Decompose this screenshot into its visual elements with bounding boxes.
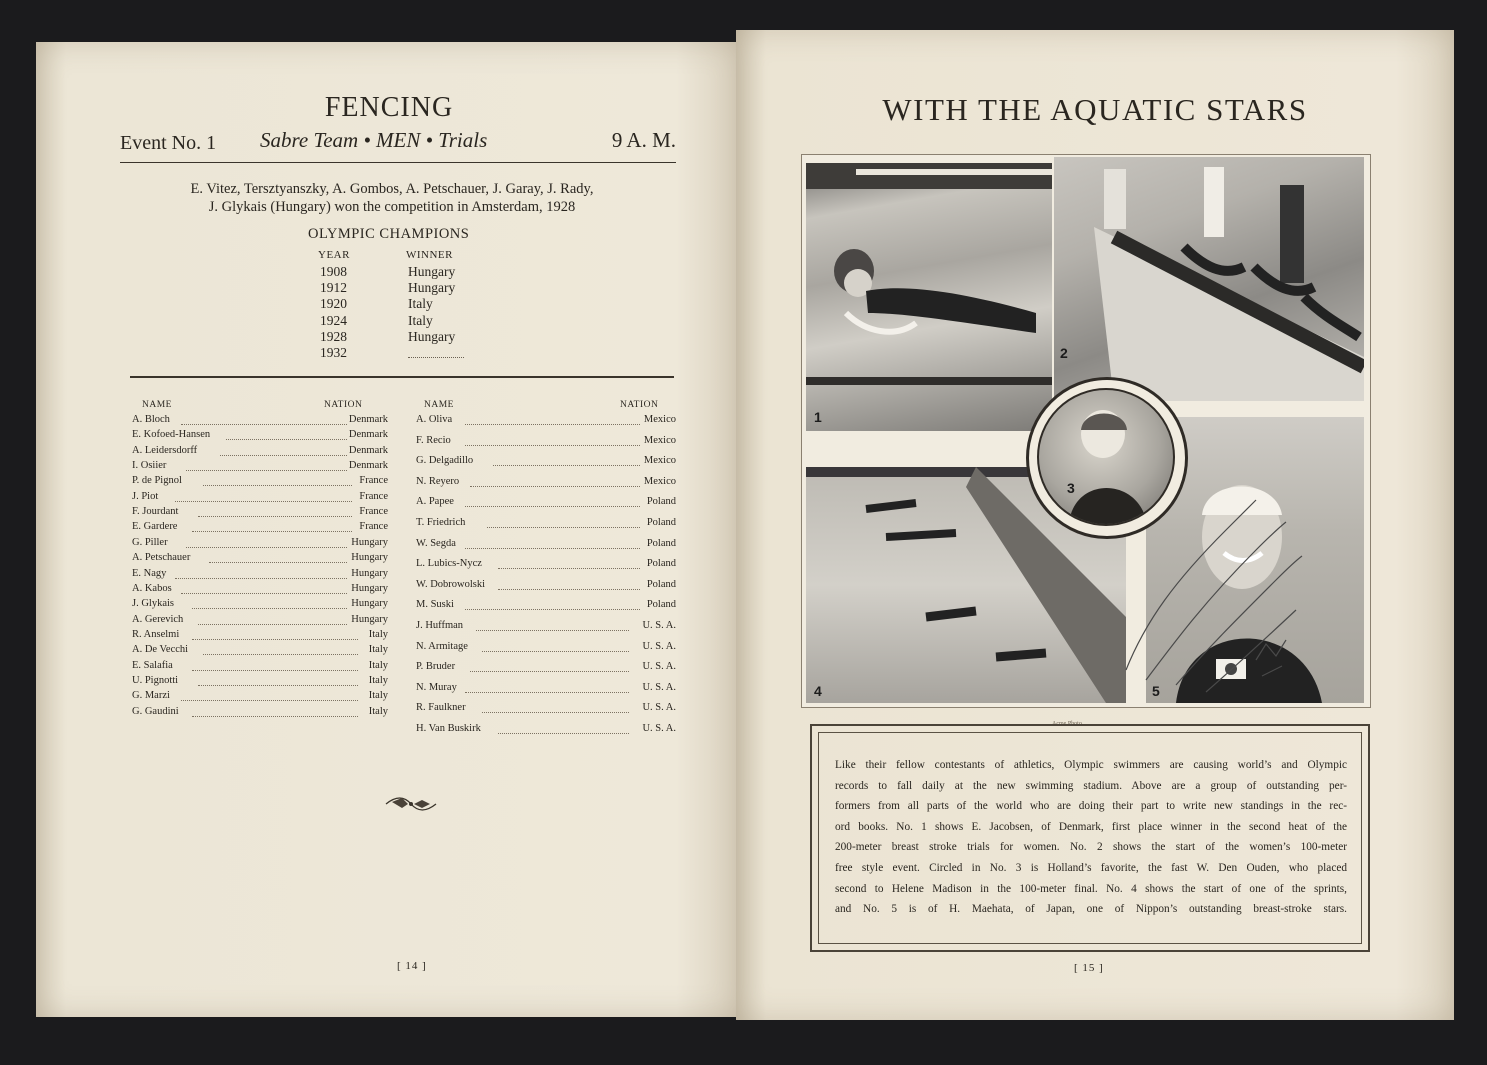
entry-name: G. Piller xyxy=(132,536,168,548)
photo-number-4: 4 xyxy=(814,683,822,699)
caption-line: 200-meter breast stroke trials for women. No. 2 shows the start of the women’s 100-meter xyxy=(835,841,1347,854)
caption-line: free style event. Circled in No. 3 is Holland’s favorite, the fast W. Den Ouden, who placed xyxy=(835,861,1347,874)
dot-leader xyxy=(465,609,641,610)
dot-leader xyxy=(476,630,629,631)
entry-name: N. Reyero xyxy=(416,475,460,487)
caption-line: formers from all parts of the world who are doing their part to write new standings in the rec- xyxy=(835,800,1347,813)
photo-number-2: 2 xyxy=(1060,345,1068,361)
entry-nation: France xyxy=(359,475,388,487)
entry-name: L. Lubics-Nycz xyxy=(416,558,482,570)
entry-row xyxy=(132,445,388,460)
winner-header: WINNER xyxy=(406,249,453,261)
entry-nation: Denmark xyxy=(348,460,388,472)
entry-name: J. Piot xyxy=(132,490,159,502)
entry-row xyxy=(132,690,388,705)
entry-nation: Poland xyxy=(646,578,676,590)
section-rule xyxy=(130,376,674,378)
entry-nation: France xyxy=(359,506,388,518)
intro-line: J. Glykais (Hungary) won the competition in Amsterdam, 1928 xyxy=(208,199,576,215)
entry-nation: Hungary xyxy=(351,613,388,625)
photo-number-3: 3 xyxy=(1067,480,1075,496)
entry-nation: Hungary xyxy=(351,552,388,564)
entry-name: R. Anselmi xyxy=(132,628,180,640)
champion-year: 1928 xyxy=(320,328,347,344)
champion-row xyxy=(320,329,520,345)
dot-leader xyxy=(487,527,640,528)
entry-name: I. Osiier xyxy=(132,460,167,472)
dot-leader xyxy=(203,654,358,655)
entry-nation: Mexico xyxy=(643,414,676,425)
dot-leader xyxy=(482,651,630,652)
dot-leader xyxy=(465,548,641,549)
intro-line: E. Vitez, Tersztyanszky, A. Gombos, A. Petschauer, J. Garay, J. Rady, xyxy=(190,181,594,197)
entry-name: T. Friedrich xyxy=(416,517,466,528)
dot-leader xyxy=(181,424,347,425)
entry-nation: Mexico xyxy=(643,455,676,467)
dot-leader xyxy=(498,568,640,569)
champion-winner xyxy=(408,345,464,358)
entry-row xyxy=(416,496,676,511)
champion-row xyxy=(320,280,520,296)
dot-leader xyxy=(470,671,629,672)
entry-name: F. Recio xyxy=(416,434,451,446)
dot-leader xyxy=(470,486,640,487)
champion-year: 1912 xyxy=(320,280,347,296)
caption-inner-border xyxy=(818,732,1362,944)
entry-row xyxy=(132,491,388,506)
entry-row xyxy=(416,538,676,553)
dot-leader xyxy=(175,578,347,579)
entry-row xyxy=(416,620,676,635)
page-title: FENCING xyxy=(324,92,454,123)
dot-leader xyxy=(498,733,629,734)
caption-line: second to Helene Madison in the 100-meter final. No. 4 shows the start of one of the sprints, xyxy=(835,882,1347,895)
entry-row xyxy=(132,506,388,521)
photo-number-5: 5 xyxy=(1152,683,1160,699)
entry-nation: Hungary xyxy=(351,582,388,594)
entry-nation: Poland xyxy=(646,496,676,508)
event-description: Sabre Team • MEN • Trials xyxy=(260,128,488,152)
champion-year: 1920 xyxy=(320,296,347,312)
left-page xyxy=(36,42,742,1017)
entry-name: N. Armitage xyxy=(416,640,468,652)
entry-row xyxy=(416,661,676,676)
entry-row xyxy=(132,598,388,613)
entry-nation: Italy xyxy=(368,628,388,640)
dot-leader xyxy=(192,531,352,532)
name-header-right: NAME xyxy=(424,400,454,410)
entry-row xyxy=(416,641,676,656)
champion-winner: Hungary xyxy=(408,328,456,344)
photo-credit: Acme Photo xyxy=(1052,721,1082,727)
dot-leader xyxy=(192,639,358,640)
entry-name: W. Dobrowolski xyxy=(416,578,486,590)
entry-nation: Italy xyxy=(368,659,388,671)
nation-header-right: NATION xyxy=(620,400,659,410)
entry-nation: Denmark xyxy=(348,414,388,425)
entry-name: G. Gaudini xyxy=(132,705,179,717)
photo-number-1: 1 xyxy=(814,409,822,425)
caption-line: records to fall daily at the new swimming stadium. Above are a group of outstanding per- xyxy=(835,779,1347,792)
dot-leader xyxy=(198,624,347,625)
caption-line: Like their fellow contestants of athletics, Olympic swimmers are causing world’s and Olympic xyxy=(835,759,1347,771)
entry-row xyxy=(132,629,388,644)
champion-winner: Hungary xyxy=(408,280,456,296)
year-header: YEAR xyxy=(318,249,350,261)
entry-row xyxy=(416,702,676,717)
entry-nation: U. S. A. xyxy=(642,661,676,673)
entry-name: A. De Vecchi xyxy=(132,644,189,656)
entry-nation: Denmark xyxy=(348,444,388,456)
champion-row xyxy=(320,296,520,312)
dot-leader xyxy=(192,670,358,671)
dot-leader xyxy=(209,562,347,563)
dot-leader xyxy=(226,439,347,440)
champion-winner: Italy xyxy=(408,296,433,312)
entry-row xyxy=(132,568,388,583)
entry-row xyxy=(132,660,388,675)
champion-row xyxy=(320,264,520,280)
dot-leader xyxy=(198,516,353,517)
dot-leader xyxy=(192,608,347,609)
name-header-left: NAME xyxy=(142,400,172,410)
entry-name: W. Segda xyxy=(416,537,456,549)
entry-name: A. Gerevich xyxy=(132,613,184,625)
entry-nation: Hungary xyxy=(351,567,388,579)
handwritten-signature xyxy=(1106,470,1316,700)
event-number: Event No. 1 xyxy=(120,132,217,154)
champion-year: 1908 xyxy=(320,264,347,279)
entry-nation: Poland xyxy=(646,558,676,570)
entry-row xyxy=(416,579,676,594)
entry-name: A. Leidersdorff xyxy=(132,444,198,456)
entry-nation: Mexico xyxy=(643,434,676,446)
dot-leader xyxy=(203,485,352,486)
page-title: WITH THE AQUATIC STARS xyxy=(882,92,1308,127)
entry-row xyxy=(416,517,676,532)
photo-2 xyxy=(1054,157,1364,401)
champion-year: 1932 xyxy=(320,345,347,360)
dot-leader xyxy=(198,685,358,686)
entry-name: P. Bruder xyxy=(416,661,456,673)
entry-name: P. de Pignol xyxy=(132,475,182,487)
entry-nation: Poland xyxy=(646,537,676,549)
dot-leader xyxy=(498,589,640,590)
entry-row xyxy=(416,558,676,573)
entry-row xyxy=(416,723,676,738)
dot-leader xyxy=(186,470,346,471)
entry-nation: Italy xyxy=(368,644,388,656)
dot-leader xyxy=(465,424,641,425)
entry-row xyxy=(132,521,388,536)
entry-name: A. Bloch xyxy=(132,414,170,425)
champion-winner: Hungary xyxy=(408,264,456,279)
right-page xyxy=(736,30,1454,1020)
entry-name: R. Faulkner xyxy=(416,702,466,714)
nation-header-left: NATION xyxy=(324,400,363,410)
entry-nation: Hungary xyxy=(351,598,388,610)
entry-name: J. Glykais xyxy=(132,598,174,610)
champion-winner: Italy xyxy=(408,312,433,328)
entry-name: H. Van Buskirk xyxy=(416,723,481,734)
entry-nation: Mexico xyxy=(643,475,676,487)
dot-leader xyxy=(220,455,347,456)
dot-leader xyxy=(175,501,352,502)
entry-row xyxy=(132,583,388,598)
entry-row xyxy=(132,460,388,475)
dot-leader xyxy=(465,506,641,507)
entry-row xyxy=(132,706,388,721)
entry-name: J. Huffman xyxy=(416,620,464,631)
entry-row xyxy=(132,675,388,690)
entry-nation: France xyxy=(359,521,388,533)
entry-name: F. Jourdant xyxy=(132,506,179,518)
entry-row xyxy=(132,537,388,552)
champion-row xyxy=(320,313,520,329)
entry-nation: France xyxy=(359,490,388,502)
dot-leader xyxy=(465,692,629,693)
entry-nation: Hungary xyxy=(351,536,388,548)
entry-row xyxy=(416,435,676,450)
champion-year: 1924 xyxy=(320,312,347,328)
intro-text xyxy=(132,180,652,216)
event-time: 9 A. M. xyxy=(611,128,676,152)
dot-leader xyxy=(482,712,630,713)
entry-nation: Italy xyxy=(368,705,388,717)
entry-row xyxy=(132,614,388,629)
champions-title: OLYMPIC CHAMPIONS xyxy=(308,226,470,242)
page-number: [ 14 ] xyxy=(397,960,427,972)
entry-name: E. Nagy xyxy=(132,567,167,579)
entry-row xyxy=(132,414,388,429)
dot-leader xyxy=(181,593,347,594)
caption-box xyxy=(810,724,1370,952)
entry-name: A. Petschauer xyxy=(132,552,191,564)
dot-leader xyxy=(186,547,346,548)
entry-nation: U. S. A. xyxy=(642,620,676,631)
dot-leader xyxy=(181,700,358,701)
page-number: [ 15 ] xyxy=(1074,962,1104,974)
entry-name: U. Pignotti xyxy=(132,674,179,686)
photo-1 xyxy=(806,163,1052,431)
entry-row xyxy=(132,552,388,567)
entry-row xyxy=(416,599,676,614)
entry-nation: U. S. A. xyxy=(642,681,676,693)
entry-row xyxy=(132,429,388,444)
entry-nation: Denmark xyxy=(348,429,388,441)
entry-row xyxy=(416,455,676,470)
entry-nation: Italy xyxy=(368,690,388,702)
entry-name: N. Muray xyxy=(416,681,457,693)
entry-name: A. Oliva xyxy=(416,414,453,425)
entry-row xyxy=(132,475,388,490)
champion-row xyxy=(320,345,520,361)
entry-row xyxy=(416,476,676,491)
dot-leader xyxy=(465,445,641,446)
entry-name: A. Papee xyxy=(416,496,454,508)
event-line xyxy=(120,128,676,162)
entry-name: A. Kabos xyxy=(132,582,172,594)
entry-nation: U. S. A. xyxy=(642,702,676,714)
decorative-ornament-icon xyxy=(382,792,440,816)
dot-leader xyxy=(493,465,641,466)
entry-row xyxy=(416,414,676,429)
entry-row xyxy=(416,682,676,697)
entry-name: E. Gardere xyxy=(132,521,178,533)
entry-name: G. Delgadillo xyxy=(416,455,474,467)
dot-leader xyxy=(192,716,358,717)
entry-name: M. Suski xyxy=(416,599,454,611)
caption-line: ord books. No. 1 shows E. Jacobsen, of Denmark, first place winner in the second heat of the xyxy=(835,820,1347,833)
entry-name: E. Salafia xyxy=(132,659,173,671)
entry-row xyxy=(132,644,388,659)
entry-nation: Poland xyxy=(646,517,676,528)
entry-nation: Italy xyxy=(368,674,388,686)
entry-nation: Poland xyxy=(646,599,676,611)
caption-line: and No. 5 is of H. Maehata, of Japan, one of Nippon’s outstanding breast-stroke stars. xyxy=(835,903,1347,916)
caption-text xyxy=(835,755,1347,920)
header-rule xyxy=(120,162,676,163)
entry-name: G. Marzi xyxy=(132,690,170,702)
entry-nation: U. S. A. xyxy=(642,723,676,734)
entry-name: E. Kofoed-Hansen xyxy=(132,429,211,441)
entry-nation: U. S. A. xyxy=(642,640,676,652)
